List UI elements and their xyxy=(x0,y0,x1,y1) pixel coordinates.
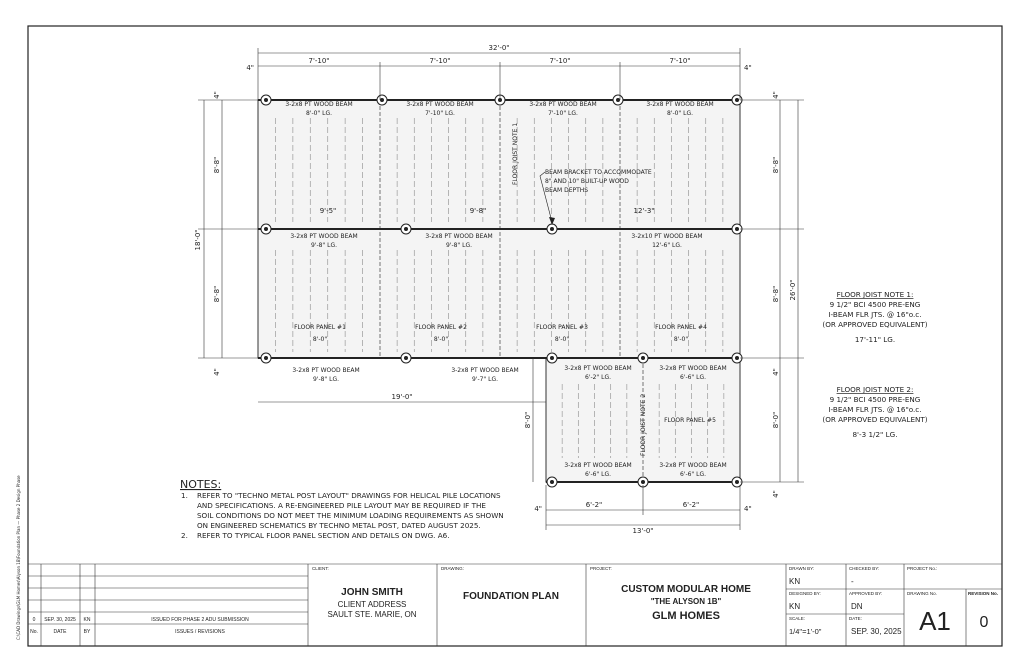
beam-mid-1-length: 9'-8" LG. xyxy=(310,242,338,249)
approved-by-label: APPROVED BY: xyxy=(849,591,883,596)
beam-low-2-label: 3-2x8 PT WOOD BEAM xyxy=(451,367,519,374)
drawing-no-label: DRAWING No. xyxy=(907,591,937,596)
dim-top-seg-2: 7'-10" xyxy=(429,57,451,65)
beam-lr-top-2-length: 6'-6" LG. xyxy=(679,374,707,381)
rev-header-date: DATE xyxy=(53,629,67,635)
project-line-3: GLM HOMES xyxy=(652,610,720,622)
drawn-by-label: DRAWN BY: xyxy=(789,566,815,571)
joist-note-1-line-3: (OR APPROVED EQUIVALENT) xyxy=(822,320,928,329)
checked-by-value: - xyxy=(851,577,854,586)
dim-top-total: 32'-0" xyxy=(488,44,510,52)
scale-label: SCALE: xyxy=(789,616,806,621)
pile-center xyxy=(264,98,268,102)
joist-note-1-line-1: 9 1/2" BCI 4500 PRE-ENG xyxy=(829,300,921,309)
beam-lr-bot-2-length: 6'-6" LG. xyxy=(679,471,707,478)
beam-mid-2-label: 3-2x8 PT WOOD BEAM xyxy=(425,233,493,240)
note-1-line-4: ON ENGINEERED SCHEMATICS BY TECHNO METAL POST, DATED AUGUST 2025. xyxy=(197,521,481,530)
dim-bottom-seg-1: 6'-2" xyxy=(585,501,603,509)
dim-left-end-2: 4" xyxy=(213,368,221,376)
panel-5-label: FLOOR PANEL #5 xyxy=(664,417,716,424)
rev-row-by: KN xyxy=(83,617,91,623)
beam-lr-top-2-label: 3-2x8 PT WOOD BEAM xyxy=(659,365,727,372)
beam-mid-3-label: 3-2x10 PT WOOD BEAM xyxy=(631,233,703,240)
beam-lr-bot-1-length: 6'-6" LG. xyxy=(584,471,612,478)
pile-center xyxy=(404,227,408,231)
pile-center xyxy=(641,356,645,360)
pile-center xyxy=(264,227,268,231)
dim-right-end-1: 4" xyxy=(772,91,780,99)
date-value: SEP. 30, 2025 xyxy=(851,627,902,636)
joist-tag-1: FLOOR JOIST NOTE 1 xyxy=(512,122,519,185)
joist-note-2-line-1: 9 1/2" BCI 4500 PRE-ENG xyxy=(829,395,921,404)
pile-center xyxy=(735,98,739,102)
drawn-by-value: KN xyxy=(789,577,801,586)
panel-1-label: FLOOR PANEL #1 xyxy=(294,324,346,331)
date-label: DATE: xyxy=(849,616,862,621)
beam-top-4-length: 8'-0" LG. xyxy=(666,110,694,117)
notes-title: NOTES: xyxy=(180,478,222,491)
beam-low-1-length: 9'-8" LG. xyxy=(312,376,340,383)
dim-left-end: 4" xyxy=(246,64,254,72)
rev-header-no: No. xyxy=(30,629,38,635)
panel-1-dim: 8'-0" xyxy=(312,336,328,343)
bracket-note-line-2: 8" AND 10" BUILT-UP WOOD xyxy=(545,178,629,185)
pile-center xyxy=(641,480,645,484)
project-line-2: "THE ALYSON 1B" xyxy=(650,597,722,606)
joist-note-1-length: 17'-11" LG. xyxy=(854,335,896,344)
pile-center xyxy=(616,98,620,102)
pile-center xyxy=(380,98,384,102)
client-city: SAULT STE. MARIE, ON xyxy=(327,610,417,619)
file-path-stamp: C:\CAD Drawings\GLM Homes\Alyson 1B\Foundation Plan — Phase 2 Design Phase xyxy=(16,475,21,640)
dim-left-end-1: 4" xyxy=(213,91,221,99)
beam-mid-2-length: 9'-8" LG. xyxy=(445,242,473,249)
beam-top-1-length: 8'-0" LG. xyxy=(305,110,333,117)
drawing-label: DRAWING: xyxy=(441,566,464,571)
beam-low-1-label: 3-2x8 PT WOOD BEAM xyxy=(292,367,360,374)
dim-right-seg-1: 8'-8" xyxy=(772,156,780,174)
pile-center xyxy=(404,356,408,360)
general-notes xyxy=(180,478,504,540)
pile-center xyxy=(735,227,739,231)
project-label: PROJECT: xyxy=(590,566,612,571)
beam-top-2-length: 7'-10" LG. xyxy=(425,110,455,117)
note-2-num: 2. xyxy=(181,531,188,540)
note-1-line-1: REFER TO "TECHNO METAL POST LAYOUT" DRAWINGS FOR HELICAL PILE LOCATIONS xyxy=(197,491,501,500)
beam-top-1-label: 3-2x8 PT WOOD BEAM xyxy=(285,101,353,108)
beam-mid-1-label: 3-2x8 PT WOOD BEAM xyxy=(290,233,358,240)
dim-top-seg-4: 7'-10" xyxy=(669,57,691,65)
drawing-name: FOUNDATION PLAN xyxy=(463,591,559,602)
panel-3-label: FLOOR PANEL #3 xyxy=(536,324,588,331)
dim-lower-8: 8'-0" xyxy=(524,411,532,429)
client-address: CLIENT ADDRESS xyxy=(337,600,407,609)
dim-right-seg-2: 8'-8" xyxy=(772,285,780,303)
dim-bottom-end-2: 4" xyxy=(744,505,752,513)
beam-mid-2-dim: 9'-8" xyxy=(469,207,487,215)
dim-left-seg-2: 8'-8" xyxy=(213,285,221,303)
note-2-line-1: REFER TO TYPICAL FLOOR PANEL SECTION AND DETAILS ON DWG. A6. xyxy=(197,531,450,540)
checked-by-label: CHECKED BY: xyxy=(849,566,880,571)
dim-right-end: 4" xyxy=(744,64,752,72)
beam-top-3-label: 3-2x8 PT WOOD BEAM xyxy=(529,101,597,108)
top-segment-dims xyxy=(308,57,690,65)
beam-lr-top-1-length: 6'-2" LG. xyxy=(584,374,612,381)
revision-no-label: REVISION No. xyxy=(968,591,999,596)
joist-note-1-title: FLOOR JOIST NOTE 1: xyxy=(836,290,914,299)
joist-note-2-title: FLOOR JOIST NOTE 2: xyxy=(836,385,914,394)
beam-lr-bot-1-label: 3-2x8 PT WOOD BEAM xyxy=(564,462,632,469)
beam-lr-top-1-label: 3-2x8 PT WOOD BEAM xyxy=(564,365,632,372)
panel-2-label: FLOOR PANEL #2 xyxy=(415,324,467,331)
beam-mid-3-length: 12'-6" LG. xyxy=(652,242,682,249)
dim-lower-19: 19'-0" xyxy=(391,393,413,401)
dim-top-seg-1: 7'-10" xyxy=(308,57,330,65)
bracket-note-line-3: BEAM DEPTHS xyxy=(545,187,589,194)
beam-low-2-length: 9'-7" LG. xyxy=(471,376,499,383)
dim-left-total: 18'-0" xyxy=(194,229,202,251)
dim-right-end-2: 4" xyxy=(772,368,780,376)
dim-right-end-3: 4" xyxy=(772,490,780,498)
scale-value: 1/4"=1'-0" xyxy=(789,627,822,636)
panel-3-dim: 8'-0" xyxy=(554,336,570,343)
joist-note-2-length: 8'-3 1/2" LG. xyxy=(852,430,898,439)
pile-center xyxy=(264,356,268,360)
bracket-note-line-1: BEAM BRACKET TO ACCOMMODATE xyxy=(545,169,652,176)
joist-note-1-line-2: I-BEAM FLR JTS. @ 16"o.c. xyxy=(828,310,922,319)
drawing-no-value: A1 xyxy=(919,606,951,636)
pile-center xyxy=(550,480,554,484)
dim-top-seg-3: 7'-10" xyxy=(549,57,571,65)
beam-top-3-length: 7'-10" LG. xyxy=(548,110,578,117)
project-line-1: CUSTOM MODULAR HOME xyxy=(621,584,751,595)
dim-bottom-end-1: 4" xyxy=(534,505,542,513)
note-1-line-2: AND SPECIFICATIONS. A RE-ENGINEERED PILE LAYOUT MAY BE REQUIRED IF THE xyxy=(197,501,486,510)
pile-center xyxy=(735,480,739,484)
dim-bottom-seg-2: 6'-2" xyxy=(682,501,700,509)
beam-top-2-label: 3-2x8 PT WOOD BEAM xyxy=(406,101,474,108)
project-no-label: PROJECT No.: xyxy=(907,566,938,571)
joist-tag-2: FLOOR JOIST NOTE 2 xyxy=(640,393,647,456)
beam-mid-3-dim: 12'-3" xyxy=(633,207,655,215)
rev-row-desc: ISSUED FOR PHASE 2 ADU SUBMISSION xyxy=(151,617,249,623)
pile-center xyxy=(735,356,739,360)
rev-header-by: BY xyxy=(83,629,91,635)
joist-note-2 xyxy=(822,385,927,439)
client-label: CLIENT: xyxy=(312,566,329,571)
panel-4-label: FLOOR PANEL #4 xyxy=(655,324,707,331)
designed-by-value: KN xyxy=(789,602,801,611)
client-name: JOHN SMITH xyxy=(341,587,403,598)
panel-2-dim: 8'-0" xyxy=(433,336,449,343)
joist-note-2-line-3: (OR APPROVED EQUIVALENT) xyxy=(822,415,928,424)
joist-note-2-line-2: I-BEAM FLR JTS. @ 16"o.c. xyxy=(828,405,922,414)
dim-bottom-total: 13'-0" xyxy=(632,527,654,535)
designed-by-label: DESIGNED BY: xyxy=(789,591,821,596)
note-1-line-3: SOIL CONDITIONS DO NOT MEET THE MINIMUM LOADING REQUIREMENTS AS SHOWN xyxy=(197,511,504,520)
revision-no-value: 0 xyxy=(979,614,989,631)
dim-right-seg-3: 8'-0" xyxy=(772,411,780,429)
beam-top-4-label: 3-2x8 PT WOOD BEAM xyxy=(646,101,714,108)
rev-header-desc: ISSUES / REVISIONS xyxy=(175,629,225,635)
rev-row-no: 0 xyxy=(32,617,36,623)
beam-lr-bot-2-label: 3-2x8 PT WOOD BEAM xyxy=(659,462,727,469)
approved-by-value: DN xyxy=(851,602,863,611)
pile-center xyxy=(550,227,554,231)
rev-row-date: SEP. 30, 2025 xyxy=(44,617,76,623)
pile-center xyxy=(550,356,554,360)
note-1-num: 1. xyxy=(181,491,188,500)
joist-note-1 xyxy=(822,290,927,344)
dim-left-seg-1: 8'-8" xyxy=(213,156,221,174)
dim-right-total: 26'-0" xyxy=(789,279,797,301)
panel-4-dim: 8'-0" xyxy=(673,336,689,343)
beam-mid-1-dim: 9'-5" xyxy=(319,207,337,215)
foundation-plan xyxy=(258,95,742,487)
